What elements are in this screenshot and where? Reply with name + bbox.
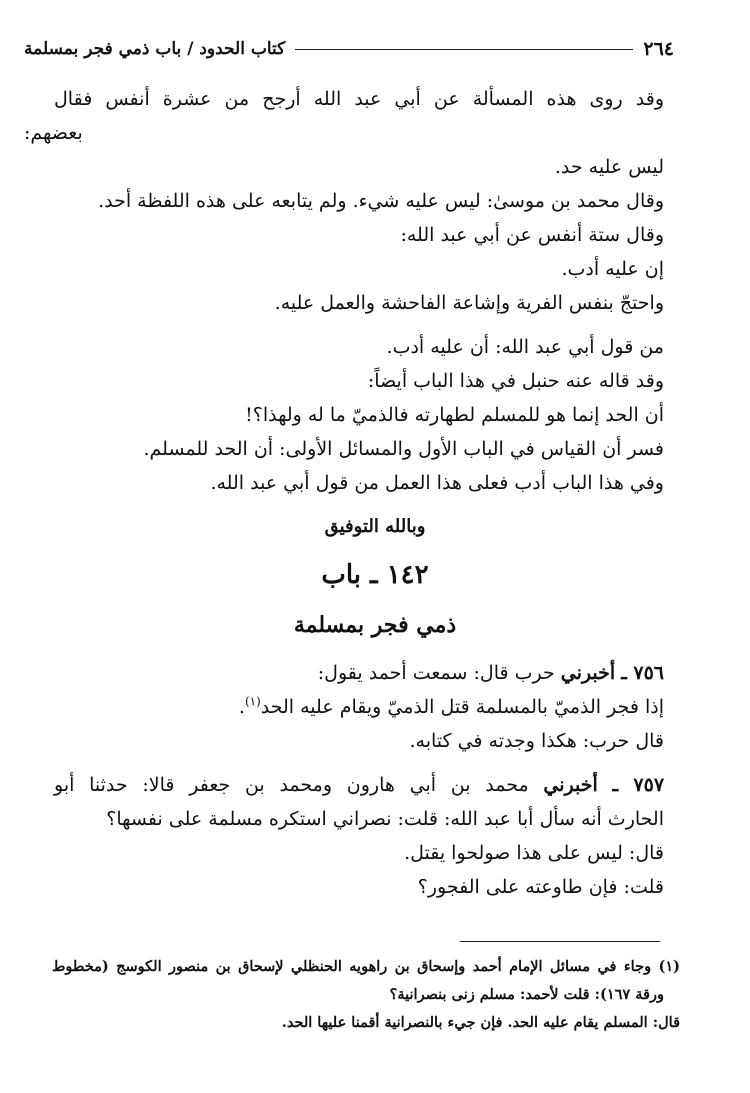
text-line: وقد قاله عنه حنبل في هذا الباب أيضاً: [367,370,664,392]
page-number: ٢٦٤ [643,38,674,60]
text-line: وقال محمد بن موسىٰ: ليس عليه شيء. ولم يتابعه على هذه اللفظة أحد. [98,190,664,212]
chapter-title: ذمي فجر بمسلمة [293,612,457,638]
narration-text: إذا فجر الذميّ بالمسلمة قتل الذميّ ويقام عليه الحد [260,696,664,718]
running-title: كتاب الحدود / باب ذمي فجر بمسلمة [24,39,286,59]
text-line: إن عليه أدب. [561,258,664,280]
narration-number: ٧٥٦ ـ [621,662,664,684]
chapter-number: ١٤٢ ـ باب [321,560,429,590]
narration-756-line3: قال حرب: هكذا وجدته في كتابه. [409,730,664,752]
narration-756-line1 [84,656,664,690]
narration-verb: أخبرني [543,774,598,796]
footnote-rule [460,941,660,942]
footnote-line: (١) وجاء في مسائل الإمام أحمد وإسحاق بن راهويه الحنظلي لإسحاق بن منصور الكوسج (مخطوط [52,958,680,975]
narration-756-line2: إذا فجر الذميّ بالمسلمة قتل الذميّ ويقام عليه الحد$^{(١)}$. [238,694,664,718]
text-line: وقال ستة أنفس عن أبي عبد الله: [400,224,664,246]
page-header [24,34,674,64]
footnote-line: قال: المسلم يقام عليه الحد. فإن جيء بالنصرانية أقمنا عليها الحد. [281,1014,680,1031]
narration-757-line4: قلت: فإن طاوعته على الفجور؟ [417,876,664,898]
text-line: أن الحد إنما هو للمسلم لطهارته فالذميّ ما له ولهذا؟! [245,404,664,426]
narration-verb: أخبرني [560,662,616,684]
text-line: ليس عليه حد. [554,156,664,178]
narration-text: حرب قال: سمعت أحمد يقول: [317,662,555,684]
narration-757-line3: قال: ليس على هذا صولحوا يقتل. [404,842,664,864]
footnote-marker: (١) [244,694,261,709]
narration-757-line1 [54,768,664,802]
narration-number: ٧٥٧ ـ [612,774,665,796]
narration-757-line2: الحارث أنه سأل أبا عبد الله: قلت: نصراني استكره مسلمة على نفسها؟ [106,808,664,830]
narration-text: محمد بن أبي هارون ومحمد بن جعفر قالا: حدثنا أبو [54,774,529,796]
text-line: واحتجّ بنفس الفرية وإشاعة الفاحشة والعمل عليه. [274,292,664,314]
text-line: من قول أبي عبد الله: أن عليه أدب. [386,336,664,358]
header-rule [295,49,633,50]
text-line: وقد روى هذه المسألة عن أبي عبد الله أرجح من عشرة أنفس فقال [54,88,664,110]
closing-phrase: وبالله التوفيق [324,516,426,537]
text-line: فسر أن القياس في الباب الأول والمسائل الأولى: أن الحد للمسلم. [143,438,664,460]
text-line: بعضهم: [24,122,83,144]
footnote-line: ورقة ١٦٧): قلت لأحمد: مسلم زنى بنصرانية؟ [389,986,664,1003]
text-line: وفي هذا الباب أدب فعلى هذا العمل من قول أبي عبد الله. [210,472,664,494]
